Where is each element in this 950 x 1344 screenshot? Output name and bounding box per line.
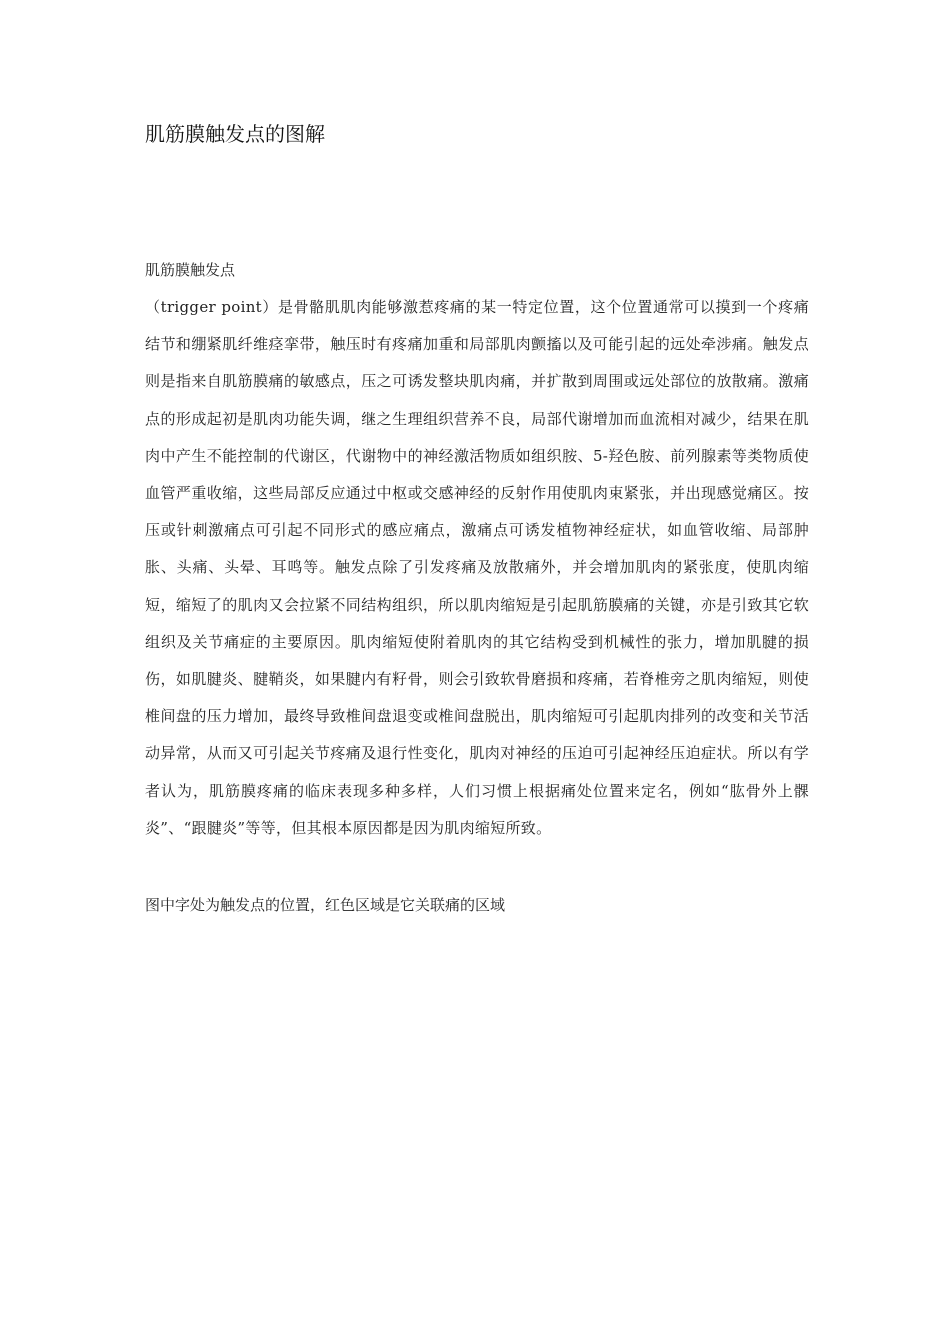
- section-subtitle: 肌筋膜触发点: [145, 261, 236, 279]
- page-title: 肌筋膜触发点的图解: [145, 122, 325, 146]
- figure-caption: 图中字处为触发点的位置，红色区域是它关联痛的区域: [145, 896, 506, 914]
- body-paragraph: （trigger point）是骨骼肌肌肉能够激惹疼痛的某一特定位置，这个位置通常可以摸到一个疼痛结节和绷紧肌纤维痉挛带，触压时有疼痛加重和局部肌肉颤搐以及可能引起的远处牵涉痛。触发点则是指来自肌筋膜痛的敏感点，压之可诱发整块肌肉痛，并扩散到周围或远处部位的放散痛。激痛点的形成起初是肌肉功能失调，继之生理组织营养不良，局部代谢增加而血流相对减少，结果在肌肉中产生不能控制的代谢区，代谢物中的神经激活物质如组织胺、5-羟色胺、前列腺素等类物质使血管严重收缩，这些局部反应通过中枢或交感神经的反射作用使肌肉束紧张，并出现感觉痛区。按压或针刺激痛点可引起不同形式的感应痛点，激痛点可诱发植物神经症状，如血管收缩、局部肿胀、头痛、头晕、耳鸣等。触发点除了引发疼痛及放散痛外，并会增加肌肉的紧张度，使肌肉缩短，缩短了的肌肉又会拉紧不同结构组织，所以肌肉缩短是引起肌筋膜痛的关键，亦是引致其它软组织及关节痛症的主要原因。肌肉缩短使附着肌肉的其它结构受到机械性的张力，增加肌腱的损伤，如肌腱炎、腱鞘炎，如果腱内有籽骨，则会引致软骨磨损和疼痛，若脊椎旁之肌肉缩短，则使椎间盘的压力增加，最终导致椎间盘退变或椎间盘脱出，肌肉缩短可引起肌肉排列的改变和关节活动异常，从而又可引起关节疼痛及退行性变化，肌肉对神经的压迫可引起神经压迫症状。所以有学者认为，肌筋膜疼痛的临床表现多种多样，人们习惯上根据痛处位置来定名，例如“肱骨外上髁炎”、“跟腱炎”等等，但其根本原因都是因为肌肉缩短所致。: [145, 298, 809, 837]
